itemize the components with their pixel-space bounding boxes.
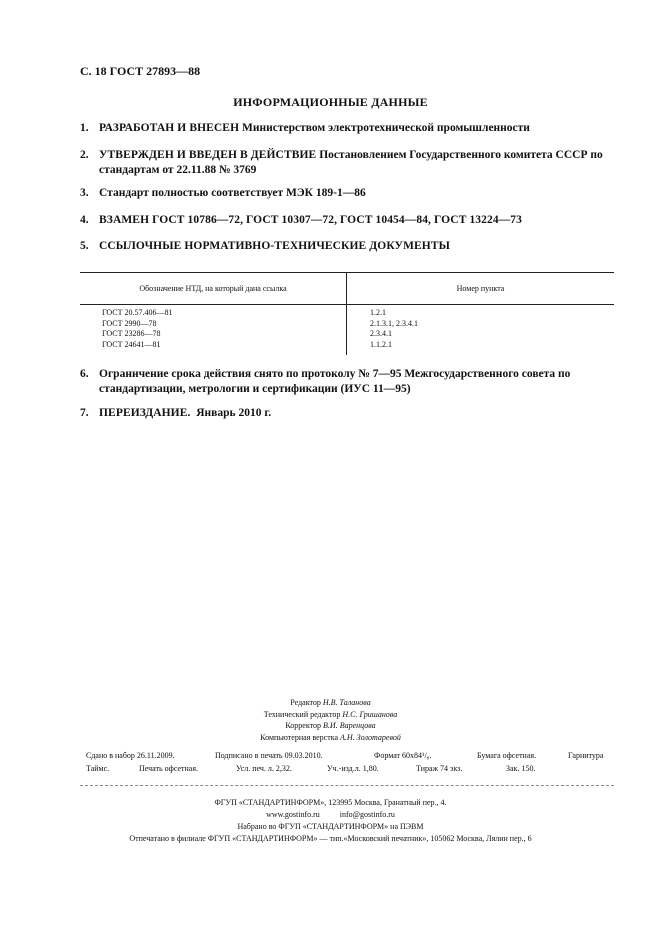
item-lead: РАЗРАБОТАН И ВНЕСЕН bbox=[99, 122, 240, 134]
info-item-7 bbox=[80, 406, 620, 421]
print-specs bbox=[86, 749, 614, 775]
info-item-6 bbox=[80, 367, 620, 397]
item-text: Министерством электротехнической промышленности bbox=[242, 122, 530, 134]
page-header: С. 18 ГОСТ 27893—88 bbox=[80, 64, 201, 78]
credit-role: Редактор bbox=[290, 698, 321, 707]
table-cell-designation: ГОСТ 23286—78 bbox=[102, 329, 161, 338]
item-text: Ограничение срока действия снято по протоколу № 7—95 Межгосударственного совета по стандартизации, метрологии и сертификации (ИУС 11—95) bbox=[99, 368, 571, 395]
item-lead: ПЕРЕИЗДАНИЕ. bbox=[99, 407, 191, 419]
table-cell-clause: 2.1.3.1, 2.3.4.1 bbox=[370, 318, 418, 328]
item-number: 1. bbox=[80, 122, 89, 134]
item-lead: УТВЕРЖДЕН И ВВЕДЕН В ДЕЙСТВИЕ bbox=[99, 149, 317, 161]
table-header-designation: Обозначение НТД, на который дана ссылка bbox=[139, 284, 287, 293]
item-number: 5. bbox=[80, 240, 89, 252]
credit-name: Н.В. Таланова bbox=[322, 698, 371, 707]
spec-item: Гарнитура bbox=[568, 751, 604, 760]
credit-name: Н.С. Гришанова bbox=[342, 709, 398, 719]
item-text: Стандарт полностью соответствует МЭК 189-1—86 bbox=[99, 187, 366, 199]
table-row bbox=[80, 340, 614, 351]
divider-rule bbox=[80, 785, 614, 786]
table-cell-designation: ГОСТ 24641—81 bbox=[102, 339, 161, 349]
table-row bbox=[80, 308, 614, 319]
item-lead: ССЫЛОЧНЫЕ НОРМАТИВНО-ТЕХНИЧЕСКИЕ ДОКУМЕНТЫ bbox=[99, 240, 451, 252]
spec-item: Усл. печ. л. 2,32. bbox=[236, 764, 292, 773]
spec-item: Подписано в печать 09.03.2010. bbox=[215, 751, 323, 760]
credit-line bbox=[0, 732, 661, 744]
spec-item: Бумага офсетная. bbox=[477, 751, 537, 760]
publisher-line: ФГУП «СТАНДАРТИНФОРМ», 123995 Москва, Гранатный пер., 4. bbox=[214, 798, 447, 807]
credit-name: В.И. Варенцова bbox=[323, 721, 376, 730]
spec-item: Сдано в набор 26.11.2009. bbox=[86, 751, 175, 760]
item-number: 7. bbox=[80, 407, 89, 419]
spec-item: Печать офсетная. bbox=[139, 764, 199, 773]
item-number: 3. bbox=[80, 187, 89, 199]
spec-item: Формат 60x84¹/₈. bbox=[374, 751, 432, 760]
credit-line bbox=[0, 697, 661, 709]
credit-role: Технический редактор bbox=[263, 709, 341, 719]
info-item-5 bbox=[80, 239, 620, 254]
item-number: 6. bbox=[80, 368, 89, 380]
spec-item: Уч.-изд.л. 1,80. bbox=[327, 764, 379, 773]
credit-line bbox=[0, 720, 661, 732]
item-lead: ВЗАМЕН ГОСТ 10786—72, ГОСТ 10307—72, ГОСТ 10454—84, ГОСТ 13224—73 bbox=[99, 214, 523, 226]
credit-role: Компьютерная верстка bbox=[260, 732, 339, 742]
publisher-block bbox=[0, 797, 661, 845]
info-item-2 bbox=[80, 148, 620, 178]
table-cell-clause: 1.2.1 bbox=[370, 308, 386, 317]
spec-item: Зак. 150. bbox=[506, 764, 536, 773]
table-cell-designation: ГОСТ 20.57.406—81 bbox=[102, 308, 173, 317]
specs-row bbox=[86, 749, 614, 762]
reference-table bbox=[80, 272, 614, 350]
info-item-4 bbox=[80, 213, 620, 228]
item-text: Постановлением Государственного комитета СССР по стандартам от 22.11.88 № 3769 bbox=[99, 149, 603, 176]
table-row bbox=[80, 319, 614, 330]
publisher-line: Набрано во ФГУП «СТАНДАРТИНФОРМ» на ПЭВМ bbox=[237, 822, 424, 831]
table-cell-designation: ГОСТ 2990—78 bbox=[102, 318, 157, 328]
spec-item: Тираж 74 экз. bbox=[416, 764, 463, 773]
table-header-clause: Номер пункта bbox=[456, 284, 505, 293]
credit-name: А.Н. Золотаревой bbox=[340, 732, 401, 742]
specs-row bbox=[86, 762, 614, 775]
table-cell-clause: 1.1.2.1 bbox=[370, 339, 392, 349]
publisher-line: Отпечатано в филиале ФГУП «СТАНДАРТИНФОРМ» — тип.«Московский печатник», 105062 Москва, Лялин пер., 6 bbox=[129, 834, 532, 843]
table-cell-clause: 2.3.4.1 bbox=[370, 329, 392, 338]
item-number: 2. bbox=[80, 149, 89, 161]
spec-item: Таймс. bbox=[86, 764, 110, 773]
info-item-3 bbox=[80, 186, 620, 201]
table-row bbox=[80, 329, 614, 340]
credit-line bbox=[0, 709, 661, 721]
item-number: 4. bbox=[80, 214, 89, 226]
credit-role: Корректор bbox=[285, 721, 322, 730]
info-item-1 bbox=[80, 121, 620, 136]
credits-block bbox=[0, 697, 661, 743]
section-title: ИНФОРМАЦИОННЫЕ ДАННЫЕ bbox=[233, 95, 428, 109]
table-header-row bbox=[80, 272, 614, 305]
item-text: Январь 2010 г. bbox=[196, 407, 272, 419]
publisher-web: www.gostinfo.ru info@gostinfo.ru bbox=[266, 810, 395, 819]
